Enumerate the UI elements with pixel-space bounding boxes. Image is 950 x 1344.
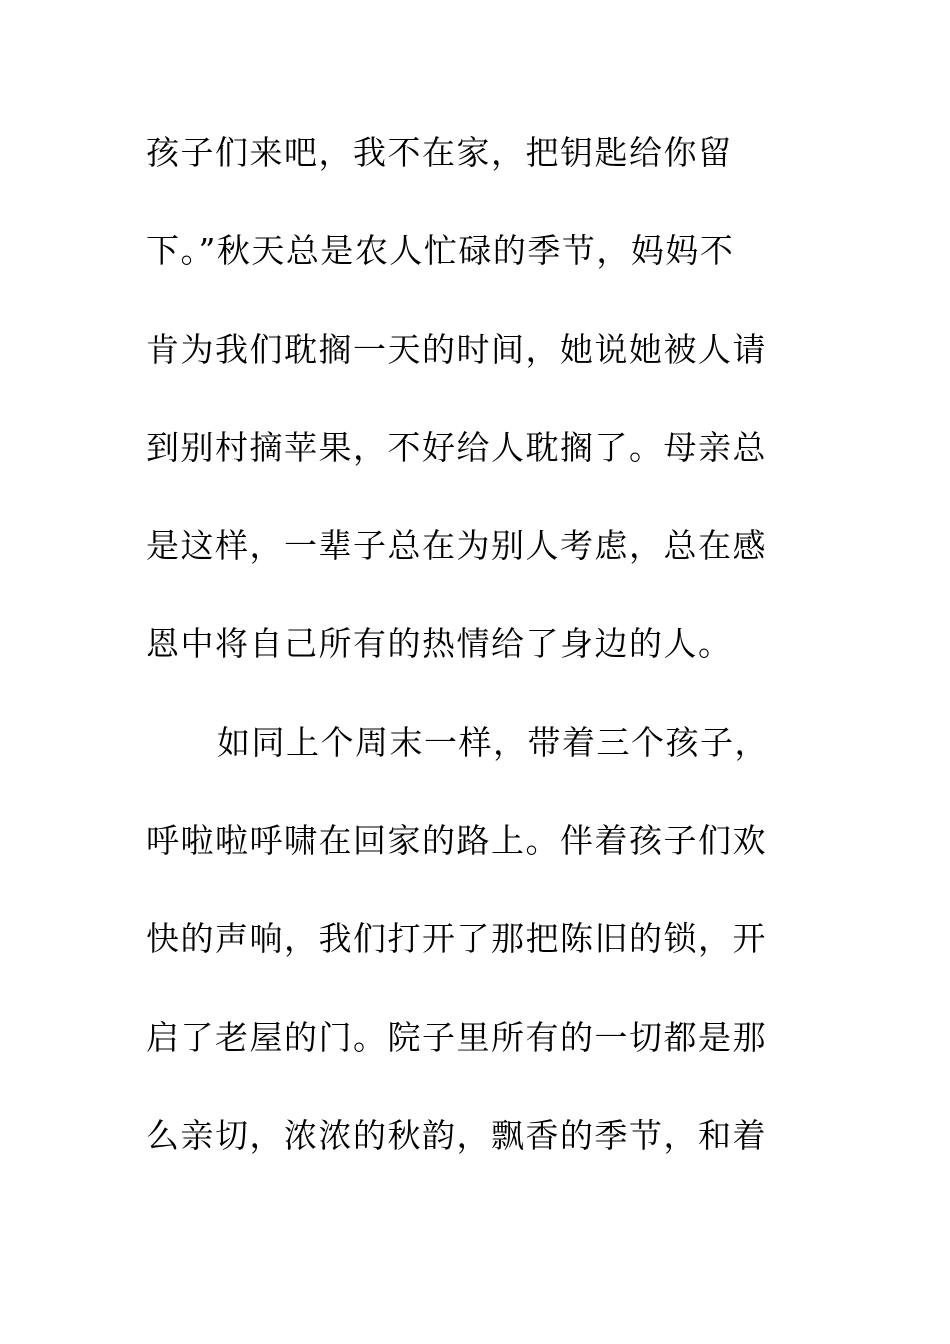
body-text — [146, 126, 811, 1207]
paragraph-start-line: 如同上个周末一样，带着三个孩子， — [217, 722, 769, 762]
text-line-2: 下。”秋天总是农人忙碌的季节，妈妈不 — [146, 231, 735, 271]
text-line-3: 肯为我们耽搁一天的时间，她说她被人请 — [146, 329, 767, 369]
text-line-8: 呼啦啦呼啸在回家的路上。伴着孩子们欢 — [146, 821, 767, 861]
text-line-11: 么亲切，浓浓的秋韵，飘香的季节，和着 — [146, 1115, 767, 1155]
text-line-10: 启了老屋的门。院子里所有的一切都是那 — [146, 1017, 767, 1057]
text-line-1: 孩子们来吧，我不在家，把钥匙给你留 — [146, 133, 733, 172]
text-line-6: 恩中将自己所有的热情给了身边的人。 — [146, 624, 733, 664]
text-line-4: 到别村摘苹果，不好给人耽搁了。母亲总 — [146, 427, 767, 467]
text-line-9: 快的声响，我们打开了那把陈旧的锁，开 — [146, 919, 767, 959]
text-line-5: 是这样，一辈子总在为别人考虑，总在感 — [146, 526, 767, 566]
